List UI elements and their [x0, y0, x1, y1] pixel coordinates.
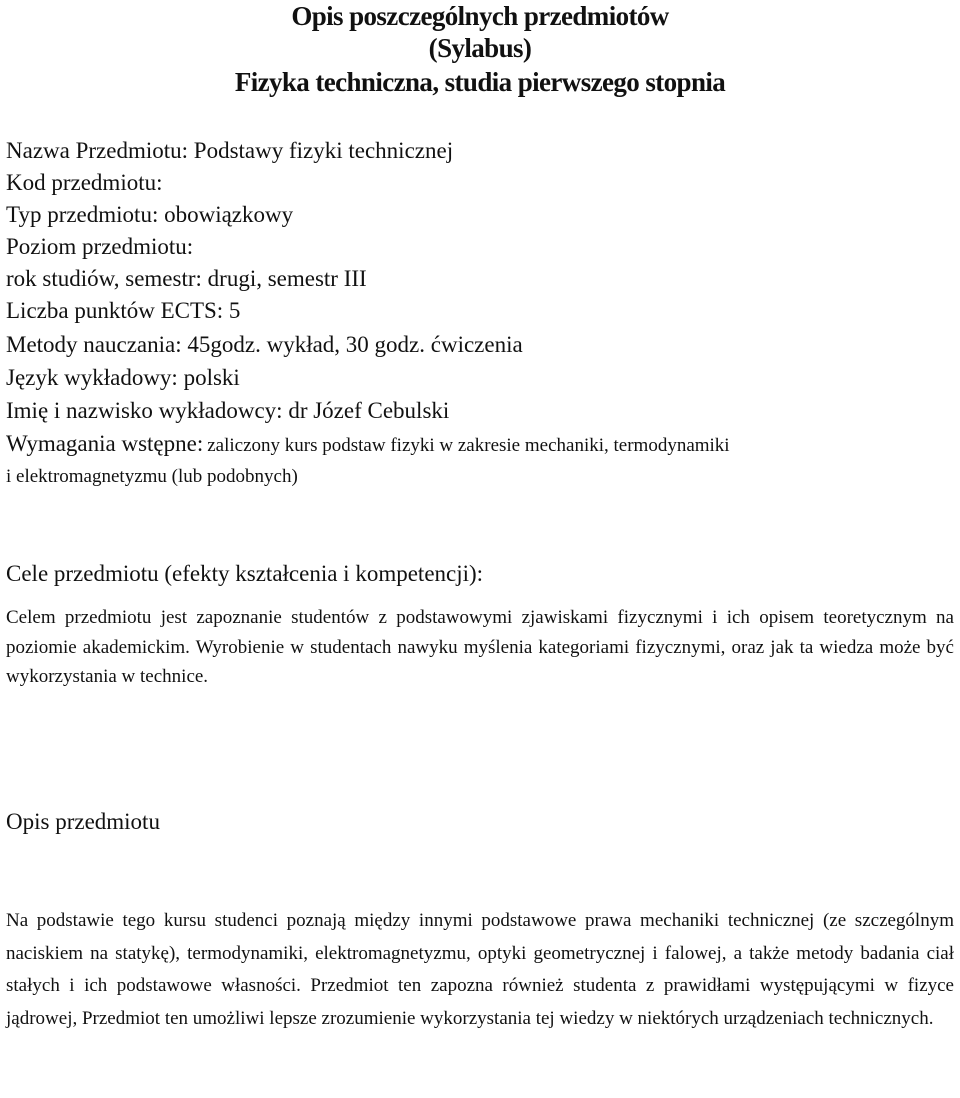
field-teaching-methods: Metody nauczania: 45godz. wykład, 30 godz. ćwiczenia: [6, 332, 523, 357]
field-ects: Liczba punktów ECTS: 5: [6, 298, 241, 323]
goals-text: Celem przedmiotu jest zapoznanie studentów z podstawowymi zjawiskami fizycznymi i ich opisem teoretycznym na poziomie akademickim. Wyrobienie w studentach nawyku myślenia kategoriami fizycznymi, oraz jak ta wiedza może być wykorzystania w technice.: [6, 607, 954, 687]
prerequisites-value: zaliczony kurs podstaw fizyki w zakresie mechaniki, termodynamiki: [207, 435, 730, 456]
field-course-code: Kod przedmiotu:: [6, 170, 163, 195]
description-heading: Opis przedmiotu: [6, 809, 160, 834]
field-language: Język wykładowy: polski: [6, 365, 240, 390]
field-year-semester: rok studiów, semestr: drugi, semestr III: [6, 266, 367, 291]
program-title: Fizyka techniczna, studia pierwszego stopnia: [234, 67, 726, 97]
document-subtitle: (Sylabus): [428, 33, 532, 63]
field-course-name: Nazwa Przedmiotu: Podstawy fizyki technicznej: [6, 138, 454, 163]
prerequisites-value-continued: i elektromagnetyzmu (lub podobnych): [6, 466, 298, 487]
field-lecturer: Imię i nazwisko wykładowcy: dr Józef Cebulski: [6, 398, 450, 423]
description-text: Na podstawie tego kursu studenci poznają między innymi podstawowe prawa mechaniki technicznej (ze szczególnym naciskiem na statykę), termodynamiki, elektromagnetyzmu, optyki geometrycznej i falowej, a także metody badania ciał stałych i ich podstawowe własności. Przedmiot ten zapozna również studenta z prawidłami występującymi w fizyce jądrowej, Przedmiot ten umożliwi lepsze zrozumienie wykorzystania tej wiedzy w niektórych urządzeniach technicznych.: [6, 910, 954, 1029]
goals-heading: Cele przedmiotu (efekty kształcenia i kompetencji):: [6, 561, 484, 586]
field-course-type: Typ przedmiotu: obowiązkowy: [6, 202, 294, 227]
field-course-level: Poziom przedmiotu:: [6, 234, 194, 259]
prerequisites-label: Wymagania wstępne:: [6, 431, 204, 456]
field-prerequisites: [6, 428, 954, 462]
document-title: Opis poszczególnych przedmiotów: [291, 1, 669, 31]
